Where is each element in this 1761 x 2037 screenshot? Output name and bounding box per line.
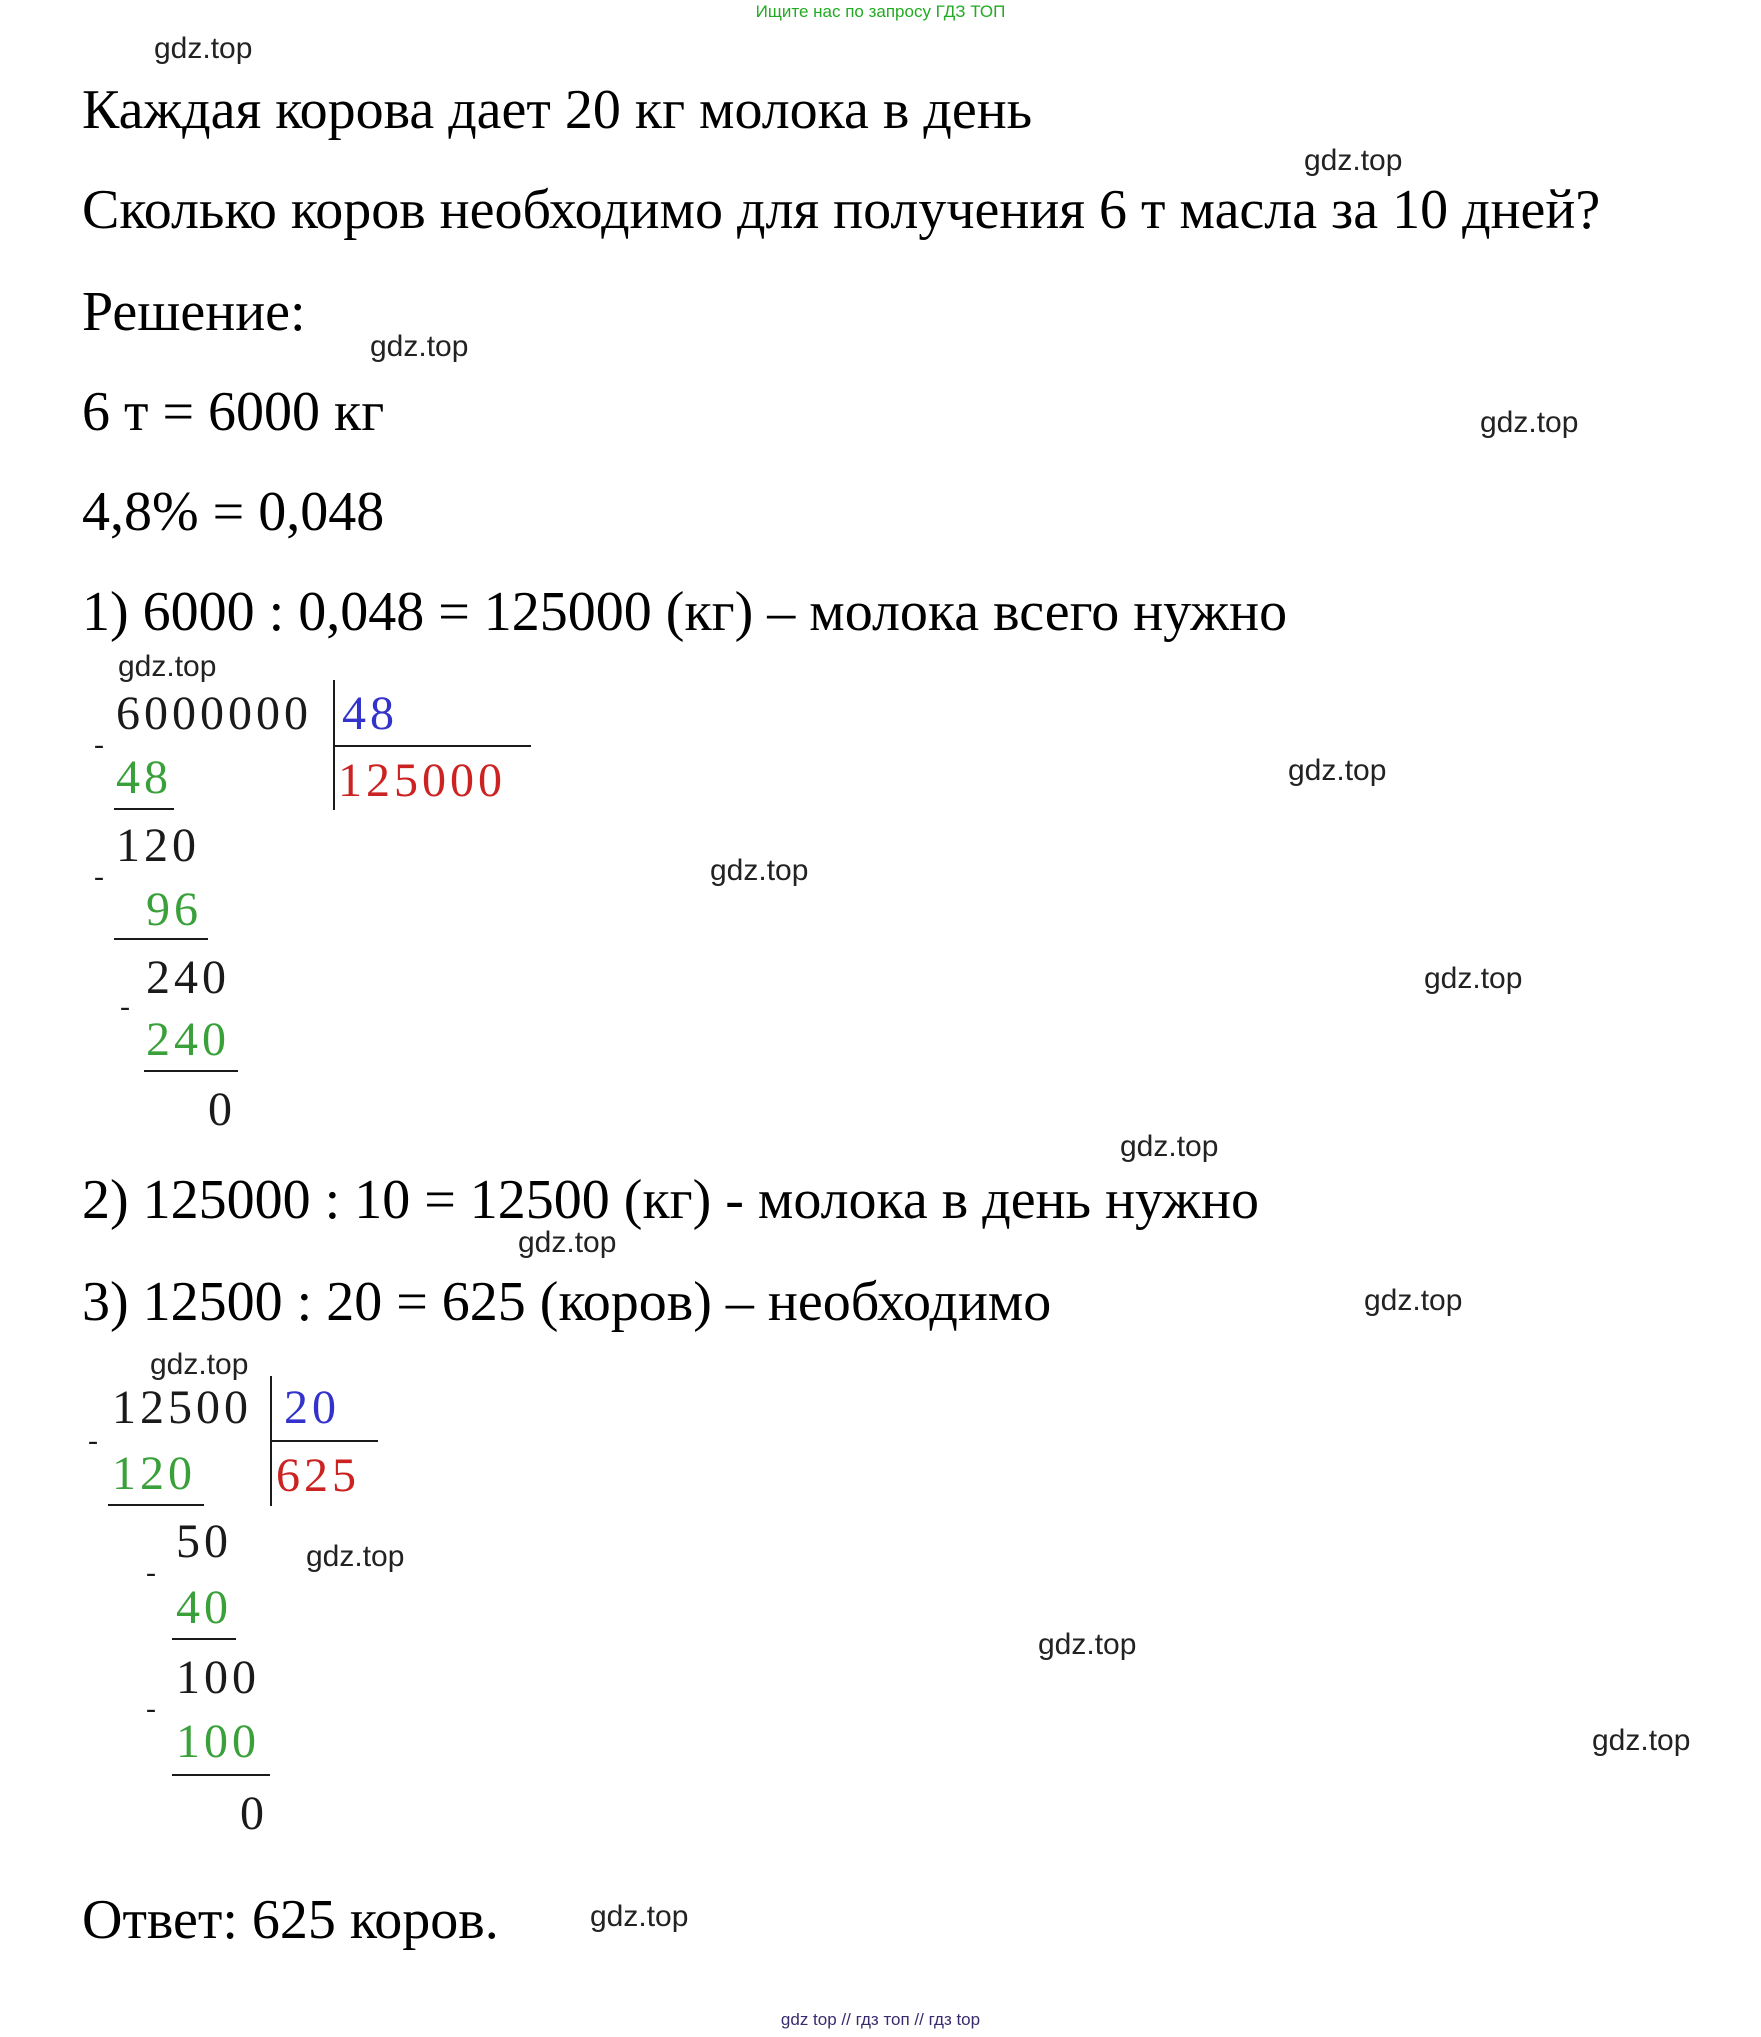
division1-rem-2: 240 [146,951,230,1004]
division1-sub-1: 48 [116,751,172,804]
footer-links[interactable]: gdz top // гдз топ // гдз top [780,2010,981,2029]
division2-rule-2 [172,1638,236,1640]
watermark: gdz.top [370,330,469,363]
watermark: gdz.top [154,32,253,65]
division1-quotient: 125000 [338,754,506,807]
division2-minus-1: - [88,1424,98,1457]
watermark: gdz.top [1480,406,1579,439]
division1-divisor-line [335,745,531,747]
division1-minus-1: - [94,728,104,761]
division2-rem-2: 100 [176,1651,260,1704]
solution-heading: Решение: [82,281,306,343]
division1-rule-3 [144,1070,238,1072]
watermark: gdz.top [1120,1130,1219,1163]
division1-sub-2: 96 [146,883,202,936]
division2-sub-1: 120 [112,1447,196,1500]
division1-rule-2 [114,938,208,940]
answer: Ответ: 625 коров. [82,1889,499,1951]
watermark: gdz.top [1038,1628,1137,1661]
conversion-tons: 6 т = 6000 кг [82,381,385,443]
division2-divisor: 20 [284,1381,340,1434]
division1-sub-3: 240 [146,1013,230,1066]
division2-divisor-line [272,1440,378,1442]
header-search-hint[interactable]: Ищите нас по запросу ГДЗ ТОП [755,2,1006,21]
problem-line-2: Сколько коров необходимо для получения 6 т масла за 10 дней? [82,179,1601,241]
division2-minus-3: - [146,1692,156,1725]
watermark: gdz.top [118,650,217,683]
division1-rule-1 [114,808,174,810]
division1-rem-1: 120 [116,819,200,872]
watermark: gdz.top [1288,754,1387,787]
division2-sub-3: 100 [176,1715,260,1768]
step-2: 2) 125000 : 10 = 12500 (кг) - молока в день нужно [82,1169,1259,1231]
watermark: gdz.top [1364,1284,1463,1317]
watermark: gdz.top [306,1540,405,1573]
division1-dividend: 6000000 [116,687,312,740]
division2-sub-2: 40 [176,1581,232,1634]
division1-divisor: 48 [342,687,398,740]
watermark: gdz.top [1304,144,1403,177]
division2-quotient: 625 [276,1449,360,1502]
watermark: gdz.top [590,1900,689,1933]
watermark: gdz.top [150,1348,249,1381]
problem-line-1: Каждая корова дает 20 кг молока в день [82,79,1033,141]
division2-rem-3: 0 [240,1787,268,1840]
division2-rem-1: 50 [176,1515,232,1568]
division2-minus-2: - [146,1556,156,1589]
division2-dividend: 12500 [112,1381,252,1434]
division1-rem-3: 0 [208,1083,236,1136]
conversion-percent: 4,8% = 0,048 [82,481,385,543]
watermark: gdz.top [518,1226,617,1259]
step-1: 1) 6000 : 0,048 = 125000 (кг) – молока всего нужно [82,581,1288,643]
division1-minus-3: - [120,990,130,1023]
watermark: gdz.top [710,854,809,887]
division2-rule-1 [108,1504,204,1506]
step-3: 3) 12500 : 20 = 625 (коров) – необходимо [82,1271,1052,1333]
watermark: gdz.top [1424,962,1523,995]
division2-rule-3 [172,1774,270,1776]
watermark: gdz.top [1592,1724,1691,1757]
division1-minus-2: - [94,860,104,893]
